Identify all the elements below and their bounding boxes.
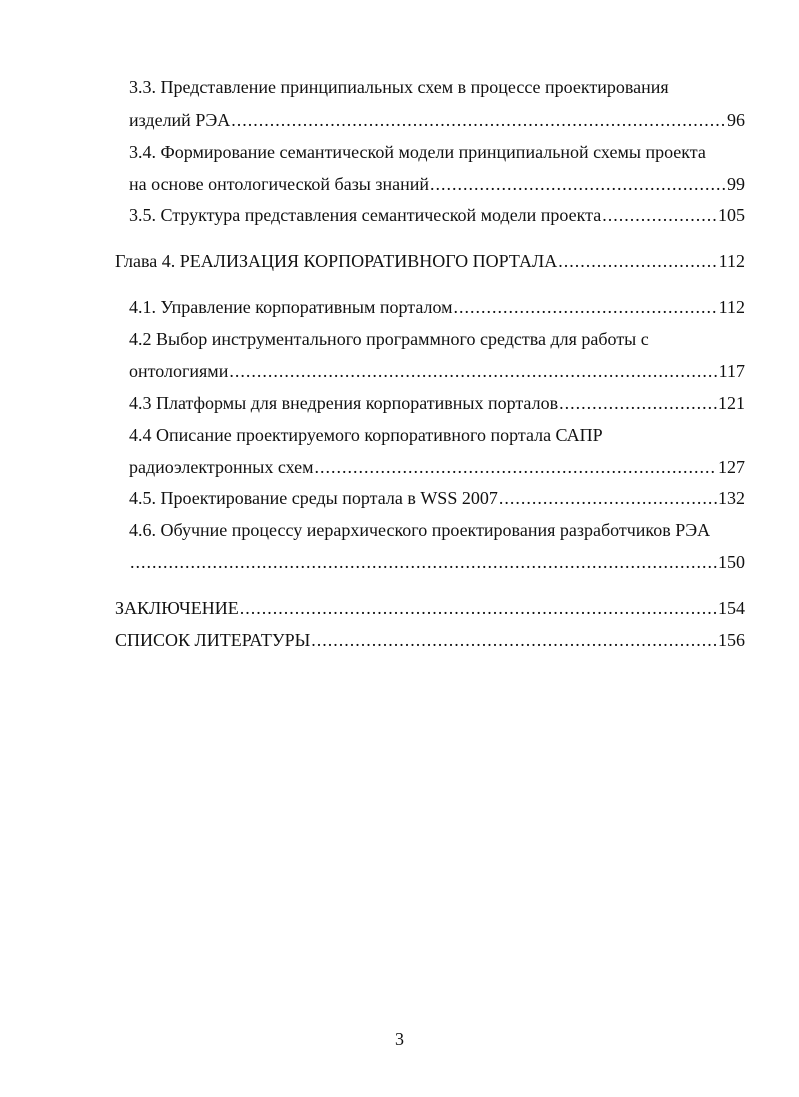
toc-page-number: 99 (727, 174, 745, 194)
toc-entry-label: радиоэлектронных схем (129, 457, 314, 477)
toc-entry-4-6-title (129, 519, 710, 541)
toc-page-number: 150 (718, 552, 745, 572)
dot-leader (229, 360, 717, 382)
page-number: 3 (395, 1029, 404, 1049)
toc-entry-4-6-leader (129, 551, 745, 573)
toc-page-number: 112 (718, 251, 745, 271)
toc-entry-label: 3.3. Представление принципиальных схем в процессе проектирования (129, 77, 669, 97)
toc-entry-label: 4.6. Обучние процессу иерархического проектирования разработчиков РЭА (129, 520, 711, 540)
toc-entry-4-1 (129, 296, 745, 318)
toc-entry-label: 4.2 Выбор инструментального программного средства для работы с (129, 329, 649, 349)
dot-leader (231, 109, 726, 131)
toc-conclusion (115, 597, 745, 619)
toc-entry-label: 4.3 Платформы для внедрения корпоративных порталов (129, 393, 559, 413)
dot-leader (559, 392, 717, 414)
toc-entry-label: 4.5. Проектирование среды портала в WSS 2007 (129, 488, 498, 508)
toc-entry-label: ЗАКЛЮЧЕНИЕ (115, 598, 239, 618)
toc-entry-3-4-leader (129, 173, 745, 195)
dot-leader (602, 204, 717, 226)
dot-leader (558, 250, 717, 272)
toc-entry-label: 3.5. Структура представления семантической модели проекта (129, 205, 602, 225)
toc-entry-label: на основе онтологической базы знаний (129, 174, 430, 194)
toc-page-number: 96 (727, 110, 745, 130)
toc-page-number: 112 (718, 297, 745, 317)
toc-entry-3-3-leader (129, 109, 745, 131)
toc-entry-4-3 (129, 392, 745, 414)
toc-entry-3-5 (129, 204, 745, 226)
toc-entry-label: 3.4. Формирование семантической модели принципиальной схемы проекта (129, 142, 706, 162)
toc-references (115, 629, 745, 651)
toc-page-number: 127 (718, 457, 745, 477)
dot-leader (311, 629, 717, 651)
toc-entry-3-4-title (129, 141, 706, 163)
dot-leader (315, 456, 717, 478)
toc-entry-label: 4.4 Описание проектируемого корпоративного портала САПР (129, 425, 603, 445)
toc-entry-label: СПИСОК ЛИТЕРАТУРЫ (115, 630, 311, 650)
toc-entry-4-2-title (129, 328, 649, 350)
dot-leader (240, 597, 717, 619)
toc-entry-4-2-leader (129, 360, 745, 382)
dot-leader (430, 173, 726, 195)
toc-entry-label: 4.1. Управление корпоративным порталом (129, 297, 453, 317)
toc-page-number: 105 (718, 205, 745, 225)
toc-entry-label: изделий РЭА (129, 110, 231, 130)
toc-entry-label: онтологиями (129, 361, 229, 381)
toc-chapter-label: Глава 4. РЕАЛИЗАЦИЯ КОРПОРАТИВНОГО ПОРТАЛА (115, 251, 558, 271)
dot-leader (130, 551, 717, 573)
toc-entry-3-3-title (129, 76, 669, 98)
toc-entry-4-4-title (129, 424, 603, 446)
toc-page-number: 156 (718, 630, 745, 650)
toc-page-number: 154 (718, 598, 745, 618)
toc-page-number: 121 (718, 393, 745, 413)
toc-chapter-4 (115, 250, 745, 272)
dot-leader (499, 487, 717, 509)
toc-entry-4-4-leader (129, 456, 745, 478)
toc-page-number: 117 (718, 361, 745, 381)
dot-leader (454, 296, 718, 318)
toc-entry-4-5 (129, 487, 745, 509)
toc-page-number: 132 (718, 488, 745, 508)
